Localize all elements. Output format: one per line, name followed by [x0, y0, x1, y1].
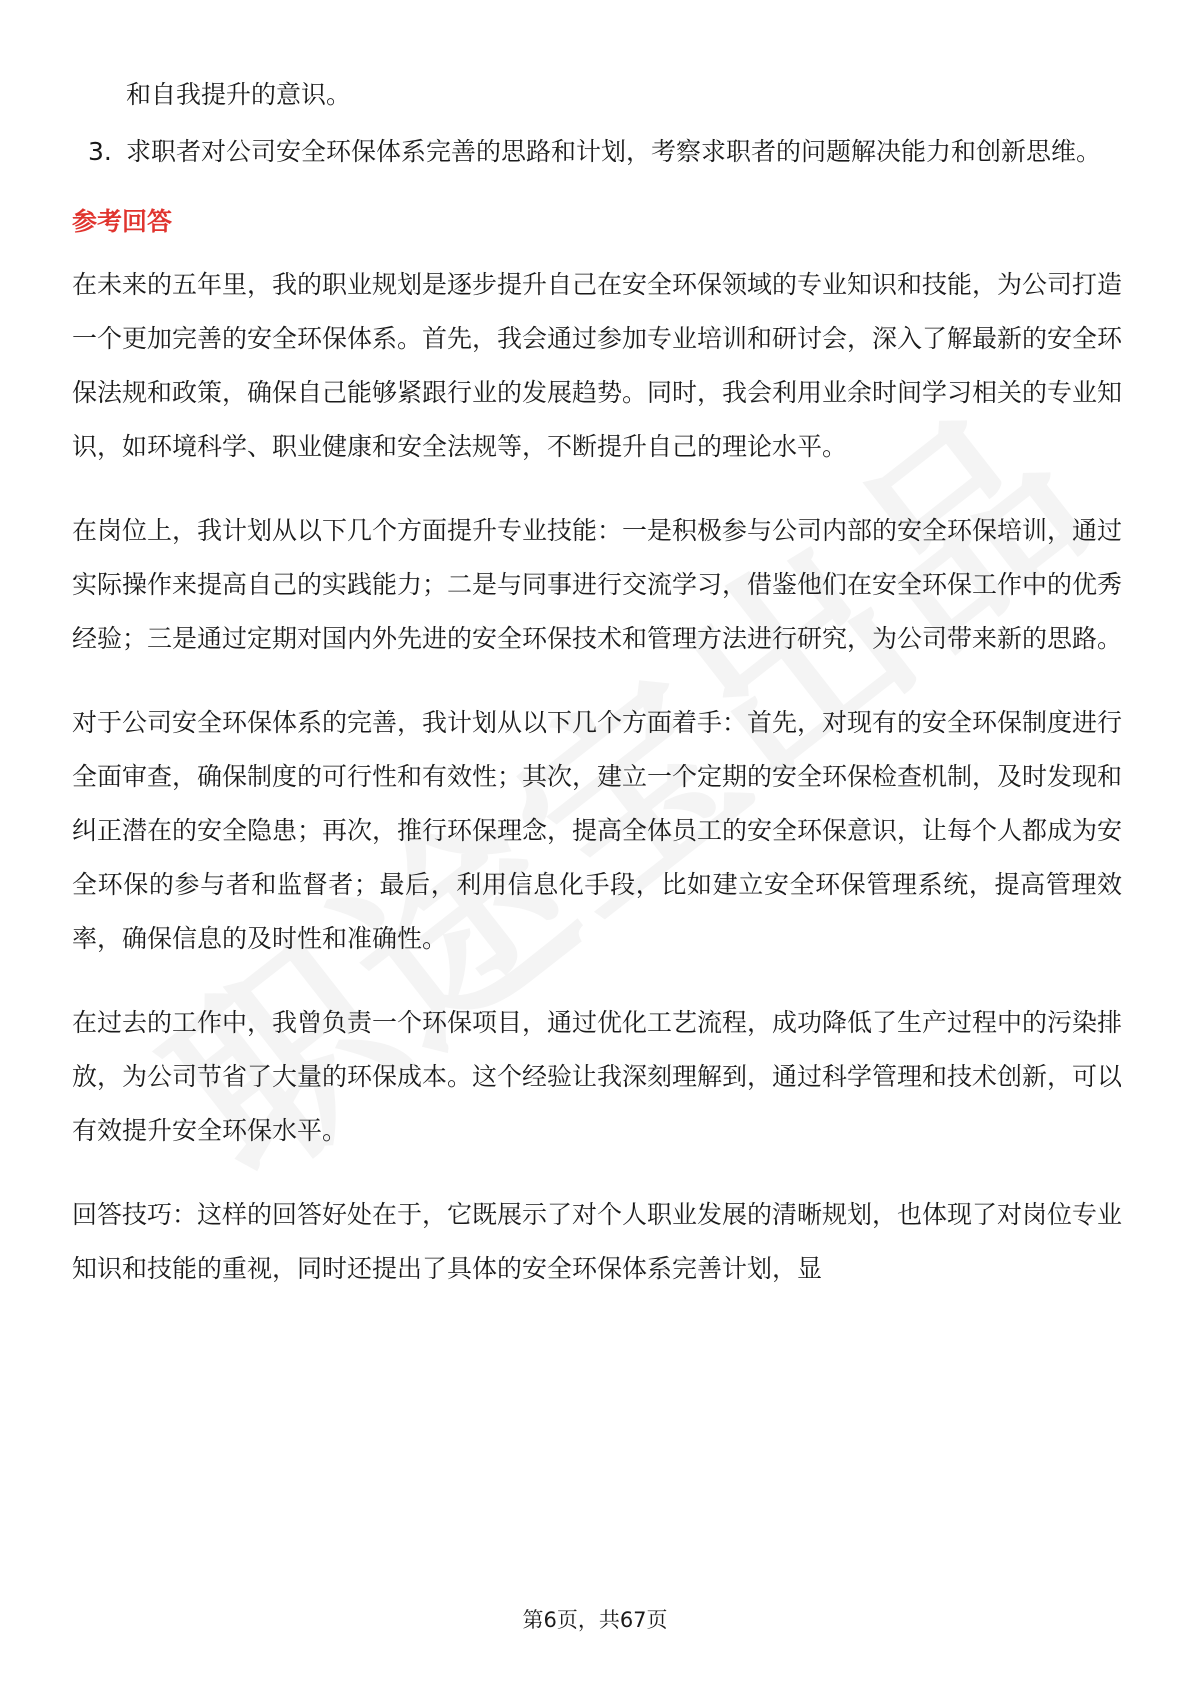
list-item-text: 求职者对公司安全环保体系完善的思路和计划，考察求职者的问题解决能力和创新思维。 [126, 137, 1102, 166]
page-content [72, 66, 1122, 1326]
list-item [72, 123, 1122, 180]
paragraph: 回答技巧：这样的回答好处在于，它既展示了对个人职业发展的清晰规划，也体现了对岗位专业知识和技能的重视，同时还提出了具体的安全环保体系完善计划，显 [72, 1200, 1123, 1283]
section-title: 参考回答 [72, 207, 173, 236]
list-item-number: 3. [88, 137, 112, 166]
paragraph: 在未来的五年里，我的职业规划是逐步提升自己在安全环保领域的专业知识和技能，为公司打造一个更加完善的安全环保体系。首先，我会通过参加专业培训和研讨会，深入了解最新的安全环保法规和政策，确保自己能够紧跟行业的发展趋势。同时，我会利用业余时间学习相关的专业知识，如环境科学、职业健康和安全法规等，不断提升自己的理论水平。 [72, 270, 1123, 461]
page-footer: 第6页，共67页 [522, 1608, 668, 1632]
paragraph: 在岗位上，我计划从以下几个方面提升专业技能：一是积极参与公司内部的安全环保培训，通过实际操作来提高自己的实践能力；二是与同事进行交流学习，借鉴他们在安全环保工作中的优秀经验；三是通过定期对国内外先进的安全环保技术和管理方法进行研究，为公司带来新的思路。 [72, 516, 1123, 653]
paragraph: 对于公司安全环保体系的完善，我计划从以下几个方面着手：首先，对现有的安全环保制度进行全面审查，确保制度的可行性和有效性；其次，建立一个定期的安全环保检查机制，及时发现和纠正潜在的安全隐患；再次，推行环保理念，提高全体员工的安全环保意识，让每个人都成为安全环保的参与者和监督者；最后，利用信息化手段，比如建立安全环保管理系统，提高管理效率，确保信息的及时性和准确性。 [72, 708, 1123, 953]
list-item-continuation: 和自我提升的意识。 [126, 80, 352, 109]
paragraph: 在过去的工作中，我曾负责一个环保项目，通过优化工艺流程，成功降低了生产过程中的污染排放，为公司节省了大量的环保成本。这个经验让我深刻理解到，通过科学管理和技术创新，可以有效提升安全环保水平。 [72, 1008, 1123, 1145]
